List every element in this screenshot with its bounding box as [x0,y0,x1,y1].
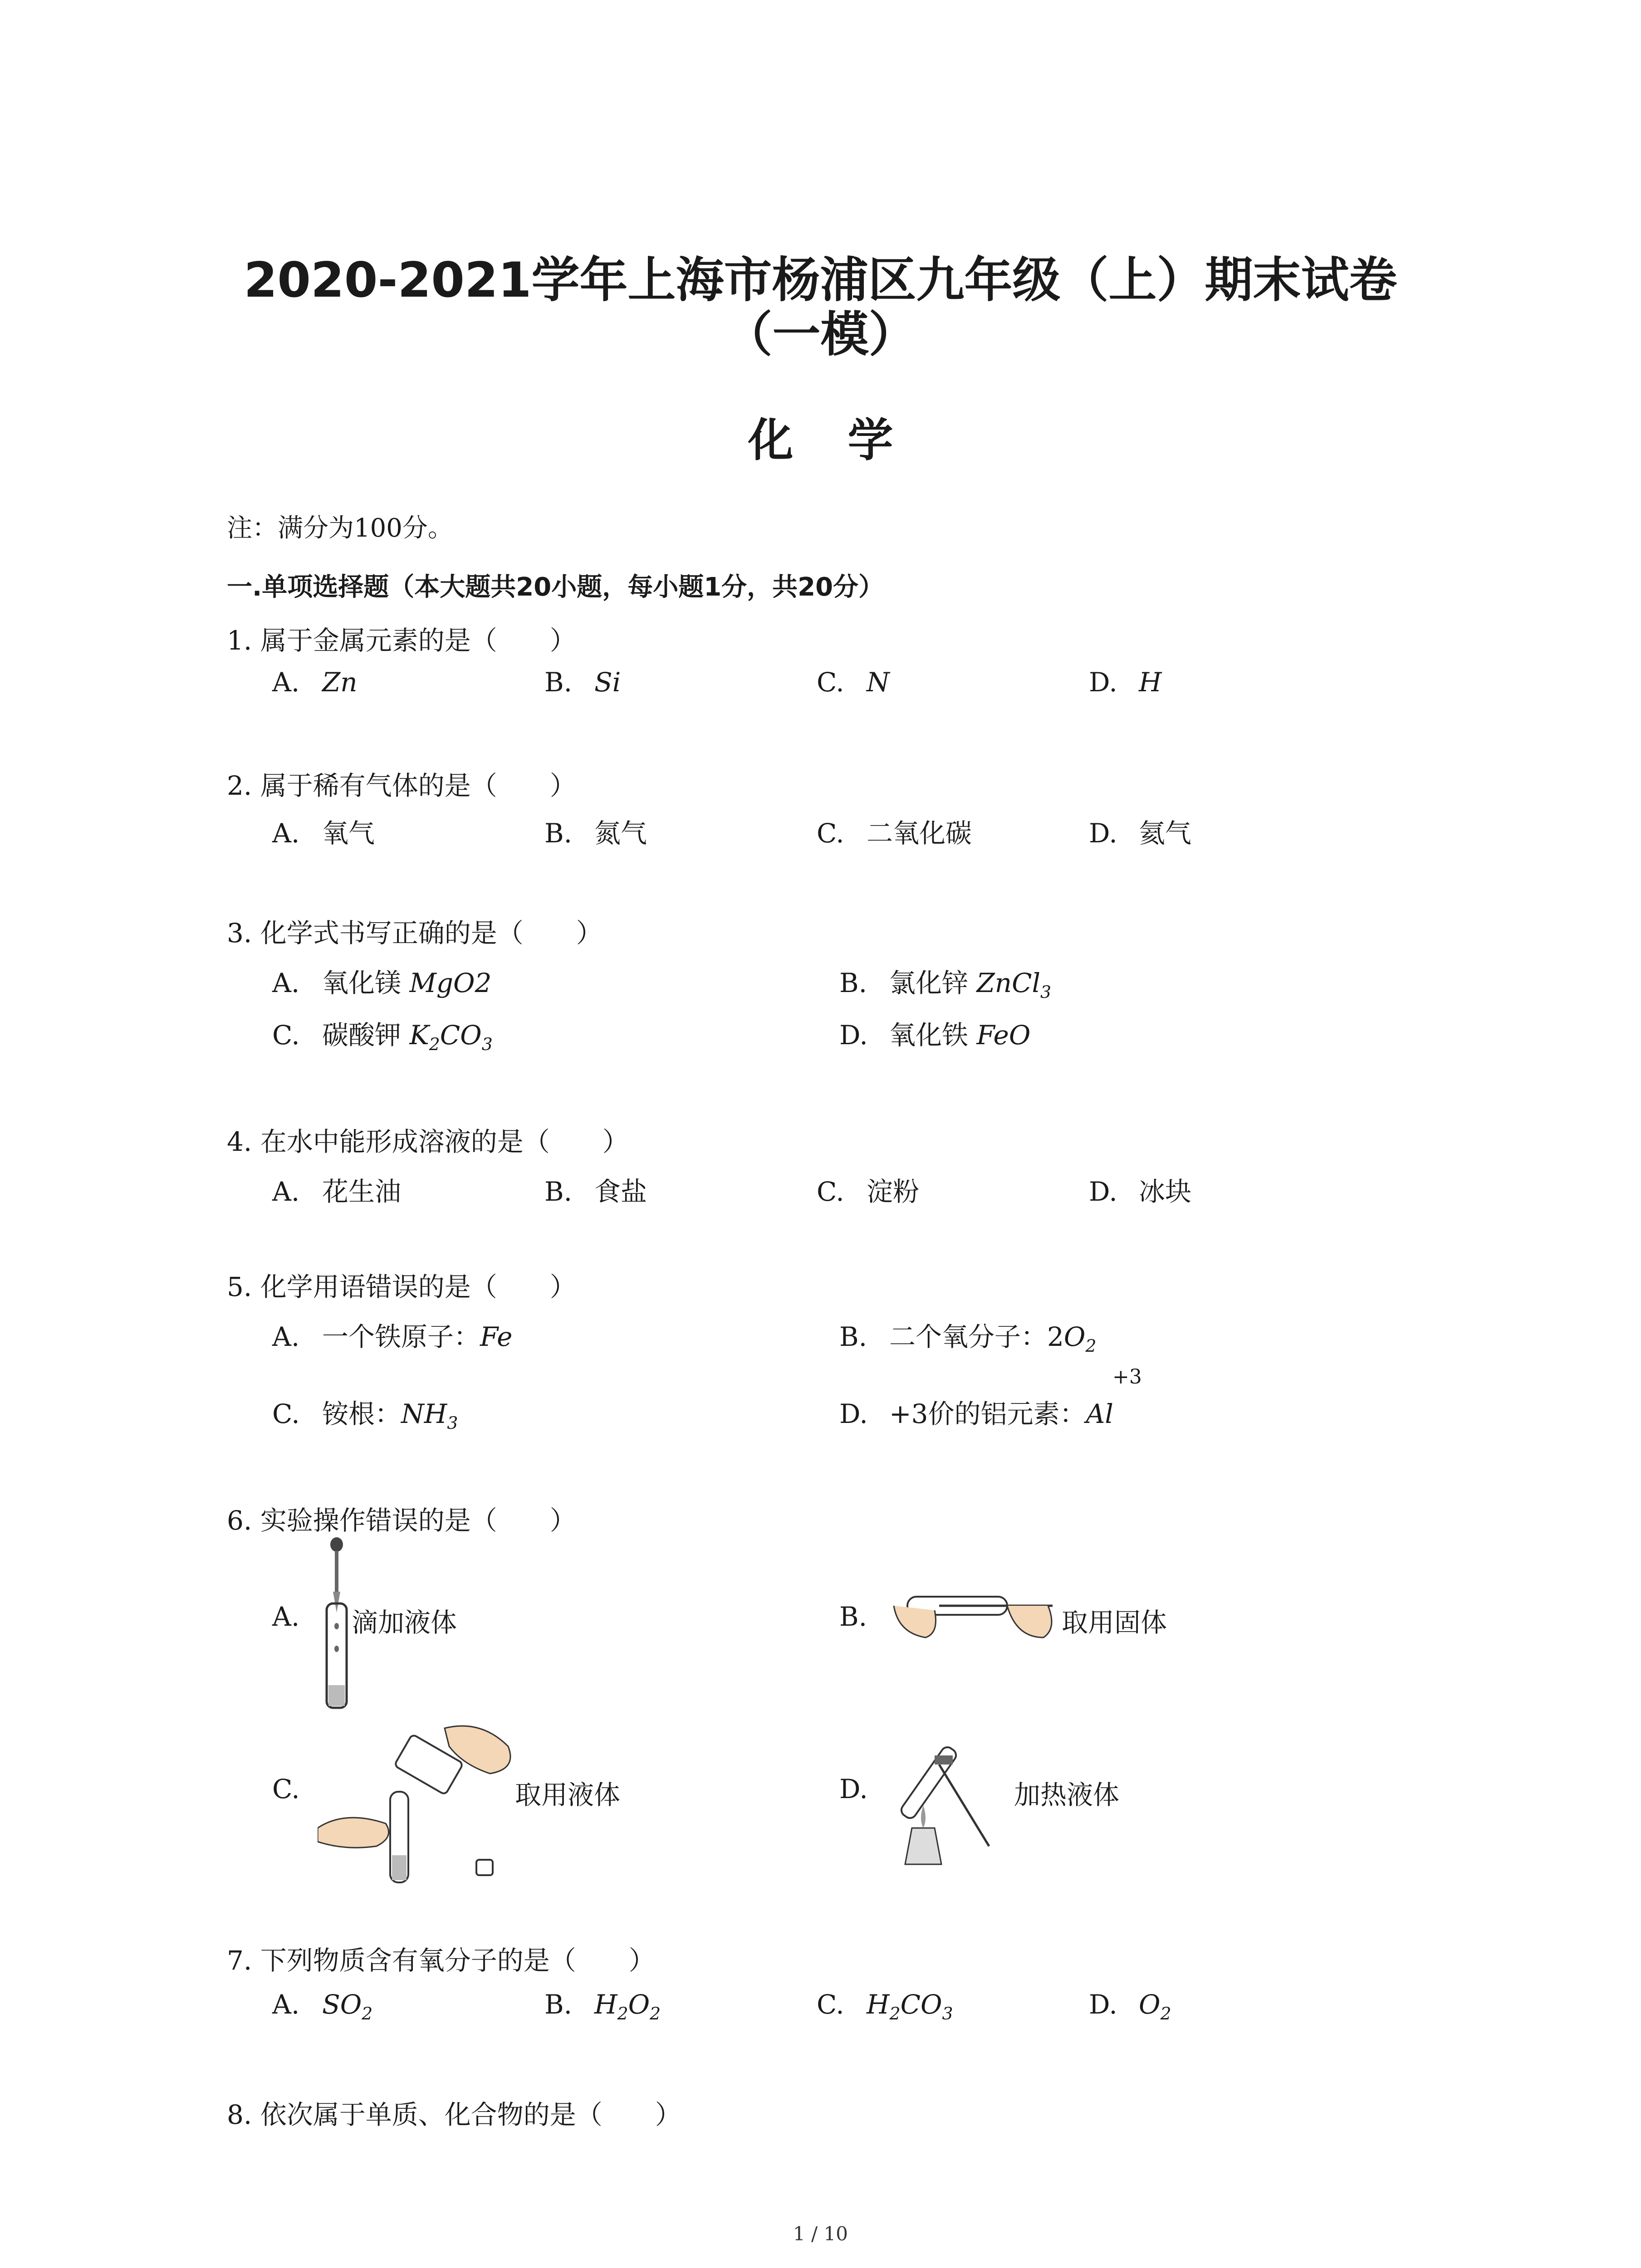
question-2-stem: 2. 属于稀有气体的是（ ） [227,770,576,801]
question-5-stem: 5. 化学用语错误的是（ ） [227,1271,576,1302]
heating-liquid-figure [885,1737,1003,1873]
q5-option-d[interactable]: D. +3价的铝元素：Al [839,1398,1113,1429]
q6-option-a-text: 滴加液体 [352,1607,457,1638]
subject-title: 化学 [748,414,948,467]
page-title-sub: （一模） [724,307,917,362]
question-8-stem: 8. 依次属于单质、化合物的是（ ） [227,2099,681,2130]
q6-option-c-text: 取用液体 [515,1779,621,1810]
valence-mark: +3 [1112,1365,1142,1388]
q3-option-a[interactable]: A. 氧化镁 MgO2 [272,968,492,998]
q7-option-b[interactable]: B. $H_2O_2$ [544,1989,661,2024]
pouring-liquid-figure [318,1719,531,1892]
q1-option-b[interactable]: B. Si [544,667,621,698]
score-note: 注：满分为100分。 [227,513,453,543]
q6-option-b-text: 取用固体 [1062,1607,1167,1638]
q3-option-d[interactable]: D. 氧化铁 FeO [839,1020,1031,1051]
q6-option-b-label[interactable]: B. [839,1601,867,1632]
solid-sampling-figure [889,1579,1062,1651]
question-6-stem: 6. 实验操作错误的是（ ） [227,1505,576,1536]
q6-option-c-label[interactable]: C. [272,1774,300,1804]
q2-option-c[interactable]: C. 二氧化碳 [817,818,972,849]
q4-option-c[interactable]: C. 淀粉 [817,1176,920,1207]
q1-option-d[interactable]: D. H [1089,667,1162,698]
q6-option-a-label[interactable]: A. [272,1601,300,1632]
q4-option-a[interactable]: A. 花生油 [272,1176,402,1207]
q2-option-b[interactable]: B. 氮气 [544,818,647,849]
q7-option-d[interactable]: D. $O_2$ [1089,1989,1171,2024]
question-3-stem: 3. 化学式书写正确的是（ ） [227,918,603,948]
page-title: 2020-2021学年上海市杨浦区九年级（上）期末试卷 [244,252,1397,308]
q1-option-a[interactable]: A. Zn [272,667,358,698]
q2-option-a[interactable]: A. 氧气 [272,818,375,849]
q3-option-b[interactable]: B. 氯化锌 ZnCl$_3$ [839,968,1052,1002]
q5-option-c[interactable]: C. 铵根：$NH_3$ [272,1398,458,1433]
q7-option-a[interactable]: A. $SO_2$ [272,1989,373,2024]
q1-option-c[interactable]: C. N [817,667,890,698]
q4-option-d[interactable]: D. 冰块 [1089,1176,1192,1207]
q5-option-b[interactable]: B. 二个氧分子：$2O_2$ [839,1321,1097,1356]
q6-option-d-label[interactable]: D. [839,1774,868,1804]
q4-option-b[interactable]: B. 食盐 [544,1176,647,1207]
section-heading: 一.单项选择题（本大题共20小题，每小题1分，共20分） [227,572,884,602]
q6-option-d-text: 加热液体 [1014,1779,1120,1810]
question-7-stem: 7. 下列物质含有氧分子的是（ ） [227,1945,655,1976]
question-4-stem: 4. 在水中能形成溶液的是（ ） [227,1126,629,1157]
q2-option-d[interactable]: D. 氦气 [1089,818,1192,849]
page-number: 1 / 10 [793,2223,848,2245]
q7-option-c[interactable]: C. $H_2CO_3$ [817,1989,953,2024]
q5-option-a[interactable]: A. 一个铁原子：Fe [272,1321,513,1352]
q3-option-c[interactable]: C. 碳酸钾 $K_2CO_3$ [272,1020,493,1055]
question-1-stem: 1. 属于金属元素的是（ ） [227,625,576,656]
